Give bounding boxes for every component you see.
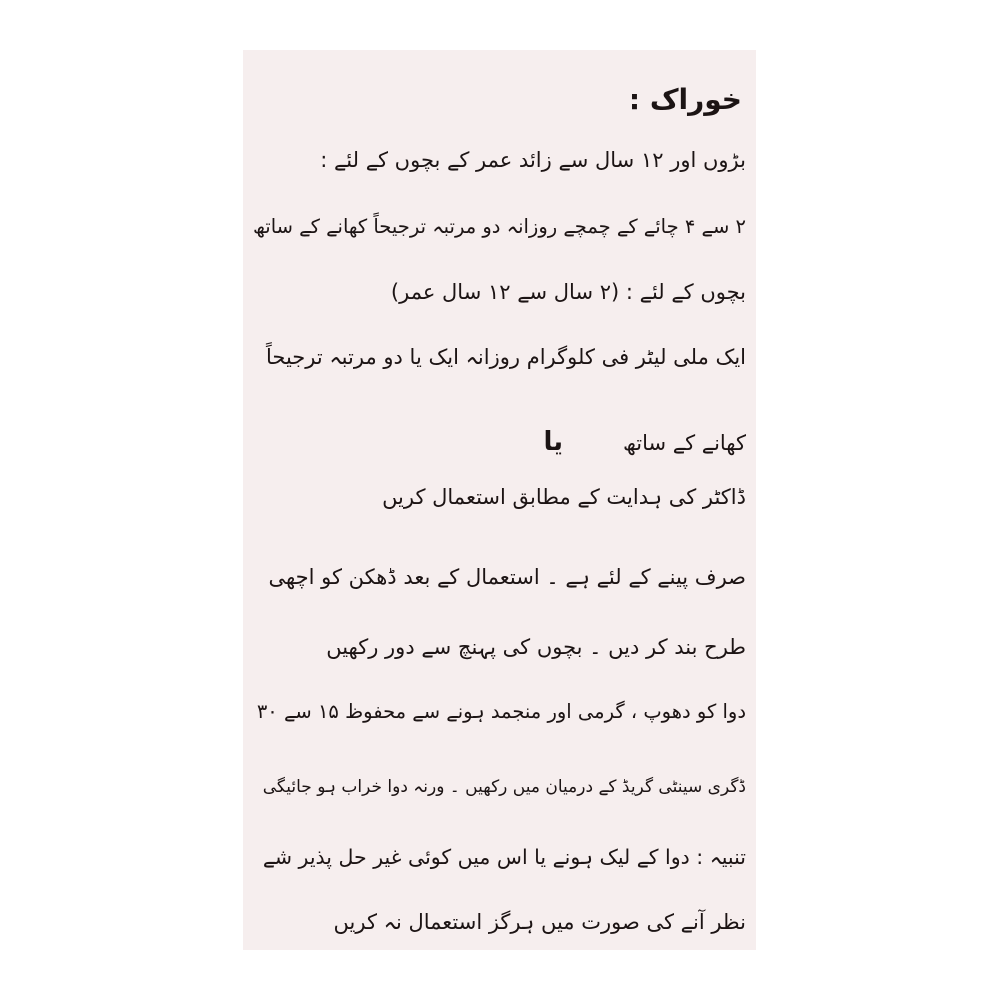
or-word: یا — [543, 427, 563, 457]
close-cap-text: طرح بند کر دیں ۔ بچوں کی پہنچ سے دور رکھیں — [326, 635, 746, 659]
child-dosage-text: ایک ملی لیٹر فی کلوگرام روزانہ ایک یا دو مرتبہ ترجیحاً — [266, 345, 746, 369]
with-meals-text: کھانے کے ساتھ — [623, 431, 746, 455]
warning-text: تنبیہ : دوا کے لیک ہونے یا اس میں کوئی غیر حل پذیر شے — [262, 845, 746, 869]
child-dosage-text-continued — [543, 425, 746, 460]
doctor-advice-text: ڈاکٹر کی ہدایت کے مطابق استعمال کریں — [382, 485, 746, 509]
warning-text-continued: نظر آنے کی صورت میں ہرگز استعمال نہ کریں — [333, 910, 746, 934]
dosage-heading: خوراک : — [628, 83, 742, 116]
instruction-leaflet — [243, 50, 756, 950]
storage-temperature-text: ڈگری سینٹی گریڈ کے درمیان میں رکھیں ۔ ورنہ دوا خراب ہو جائیگی — [262, 777, 746, 797]
oral-use-text: صرف پینے کے لئے ہے ۔ استعمال کے بعد ڈھکن کو اچھی — [268, 565, 746, 589]
storage-text: دوا کو دھوپ ، گرمی اور منجمد ہونے سے محفوظ ۱۵ سے ۳۰ — [256, 700, 746, 723]
child-dosage-label: بچوں کے لئے : (۲ سال سے ۱۲ سال عمر) — [390, 280, 746, 304]
adult-dosage-text: ۲ سے ۴ چائے کے چمچے روزانہ دو مرتبہ ترجیحاً کھانے کے ساتھ — [252, 215, 746, 238]
adult-dosage-label: بڑوں اور ۱۲ سال سے زائد عمر کے بچوں کے لئے : — [320, 148, 746, 172]
